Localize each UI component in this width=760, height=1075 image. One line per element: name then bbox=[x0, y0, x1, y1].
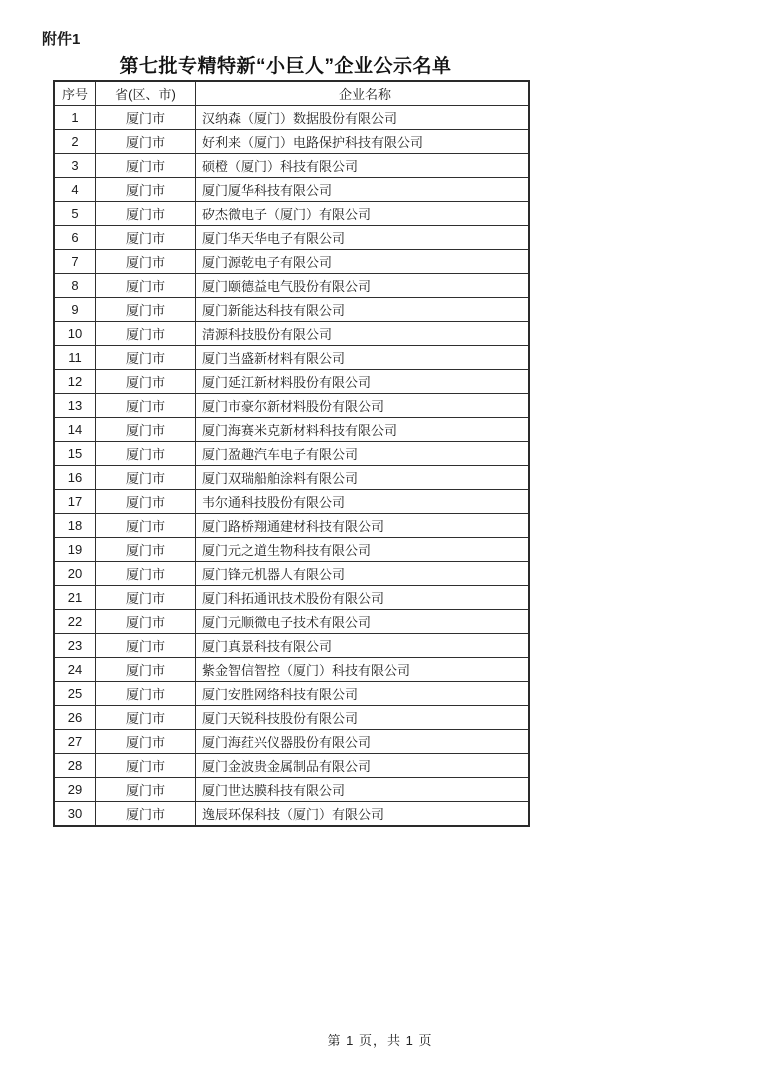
table-row bbox=[54, 202, 529, 226]
row-company: 厦门海荭兴仪器股份有限公司 bbox=[196, 730, 530, 754]
row-company: 厦门源乾电子有限公司 bbox=[196, 250, 530, 274]
row-province: 厦门市 bbox=[96, 682, 196, 706]
table-row bbox=[54, 706, 529, 730]
row-company: 矽杰微电子（厦门）有限公司 bbox=[196, 202, 530, 226]
table-header bbox=[54, 81, 529, 106]
table-row bbox=[54, 490, 529, 514]
row-index: 14 bbox=[54, 418, 96, 442]
table-row bbox=[54, 106, 529, 130]
table-row bbox=[54, 754, 529, 778]
row-company: 厦门元顺微电子技术有限公司 bbox=[196, 610, 530, 634]
document-title: 第七批专精特新“小巨人”企业公示名单 bbox=[119, 56, 452, 77]
table-row bbox=[54, 802, 529, 827]
table-row bbox=[54, 394, 529, 418]
row-company: 紫金智信智控（厦门）科技有限公司 bbox=[196, 658, 530, 682]
row-company: 厦门科拓通讯技术股份有限公司 bbox=[196, 586, 530, 610]
table-body bbox=[54, 106, 529, 827]
row-index: 18 bbox=[54, 514, 96, 538]
table-row bbox=[54, 586, 529, 610]
row-index: 5 bbox=[54, 202, 96, 226]
row-province: 厦门市 bbox=[96, 202, 196, 226]
row-company: 厦门新能达科技有限公司 bbox=[196, 298, 530, 322]
row-province: 厦门市 bbox=[96, 490, 196, 514]
table-row bbox=[54, 346, 529, 370]
header-province: 省(区、市) bbox=[96, 81, 196, 106]
row-province: 厦门市 bbox=[96, 754, 196, 778]
row-index: 19 bbox=[54, 538, 96, 562]
page-footer: 第 1 页，共 1 页 bbox=[327, 1033, 433, 1048]
table-row bbox=[54, 610, 529, 634]
row-company: 厦门锋元机器人有限公司 bbox=[196, 562, 530, 586]
table-row bbox=[54, 250, 529, 274]
row-province: 厦门市 bbox=[96, 658, 196, 682]
row-province: 厦门市 bbox=[96, 778, 196, 802]
row-province: 厦门市 bbox=[96, 106, 196, 130]
row-province: 厦门市 bbox=[96, 322, 196, 346]
table-row bbox=[54, 682, 529, 706]
row-index: 8 bbox=[54, 274, 96, 298]
table-row bbox=[54, 538, 529, 562]
row-company: 厦门海赛米克新材料科技有限公司 bbox=[196, 418, 530, 442]
table-row bbox=[54, 274, 529, 298]
row-province: 厦门市 bbox=[96, 730, 196, 754]
row-company: 厦门厦华科技有限公司 bbox=[196, 178, 530, 202]
row-company: 韦尔通科技股份有限公司 bbox=[196, 490, 530, 514]
row-province: 厦门市 bbox=[96, 154, 196, 178]
row-index: 1 bbox=[54, 106, 96, 130]
attachment-label: 附件1 bbox=[42, 31, 81, 48]
row-index: 16 bbox=[54, 466, 96, 490]
row-index: 2 bbox=[54, 130, 96, 154]
row-index: 7 bbox=[54, 250, 96, 274]
row-company: 厦门盈趣汽车电子有限公司 bbox=[196, 442, 530, 466]
table-row bbox=[54, 226, 529, 250]
row-province: 厦门市 bbox=[96, 130, 196, 154]
row-index: 22 bbox=[54, 610, 96, 634]
row-index: 27 bbox=[54, 730, 96, 754]
row-province: 厦门市 bbox=[96, 226, 196, 250]
row-index: 10 bbox=[54, 322, 96, 346]
row-company: 厦门世达膜科技有限公司 bbox=[196, 778, 530, 802]
row-province: 厦门市 bbox=[96, 394, 196, 418]
row-company: 硕橙（厦门）科技有限公司 bbox=[196, 154, 530, 178]
row-province: 厦门市 bbox=[96, 442, 196, 466]
row-province: 厦门市 bbox=[96, 514, 196, 538]
table-row bbox=[54, 370, 529, 394]
row-index: 9 bbox=[54, 298, 96, 322]
row-index: 24 bbox=[54, 658, 96, 682]
row-company: 厦门颐德益电气股份有限公司 bbox=[196, 274, 530, 298]
table-row bbox=[54, 514, 529, 538]
row-index: 26 bbox=[54, 706, 96, 730]
table-row bbox=[54, 322, 529, 346]
row-company: 厦门元之道生物科技有限公司 bbox=[196, 538, 530, 562]
table-header-row bbox=[54, 81, 529, 106]
row-index: 3 bbox=[54, 154, 96, 178]
table-row bbox=[54, 466, 529, 490]
row-index: 20 bbox=[54, 562, 96, 586]
row-province: 厦门市 bbox=[96, 346, 196, 370]
row-index: 12 bbox=[54, 370, 96, 394]
table-row bbox=[54, 730, 529, 754]
row-province: 厦门市 bbox=[96, 178, 196, 202]
row-company: 厦门市豪尔新材料股份有限公司 bbox=[196, 394, 530, 418]
table-row bbox=[54, 778, 529, 802]
row-province: 厦门市 bbox=[96, 586, 196, 610]
table-row bbox=[54, 658, 529, 682]
row-company: 厦门金波贵金属制品有限公司 bbox=[196, 754, 530, 778]
row-index: 25 bbox=[54, 682, 96, 706]
row-province: 厦门市 bbox=[96, 562, 196, 586]
table-row bbox=[54, 442, 529, 466]
row-index: 11 bbox=[54, 346, 96, 370]
row-company: 厦门天锐科技股份有限公司 bbox=[196, 706, 530, 730]
row-company: 厦门安胜网络科技有限公司 bbox=[196, 682, 530, 706]
row-index: 13 bbox=[54, 394, 96, 418]
table-row bbox=[54, 562, 529, 586]
row-index: 4 bbox=[54, 178, 96, 202]
table-row bbox=[54, 154, 529, 178]
row-province: 厦门市 bbox=[96, 802, 196, 827]
row-company: 厦门当盛新材料有限公司 bbox=[196, 346, 530, 370]
row-province: 厦门市 bbox=[96, 706, 196, 730]
row-province: 厦门市 bbox=[96, 274, 196, 298]
row-company: 厦门华天华电子有限公司 bbox=[196, 226, 530, 250]
table-row bbox=[54, 178, 529, 202]
row-company: 清源科技股份有限公司 bbox=[196, 322, 530, 346]
row-index: 21 bbox=[54, 586, 96, 610]
row-index: 23 bbox=[54, 634, 96, 658]
row-company: 厦门真景科技有限公司 bbox=[196, 634, 530, 658]
table-row bbox=[54, 130, 529, 154]
row-province: 厦门市 bbox=[96, 370, 196, 394]
row-index: 17 bbox=[54, 490, 96, 514]
companies-table bbox=[53, 80, 530, 827]
row-company: 厦门双瑞船舶涂料有限公司 bbox=[196, 466, 530, 490]
row-province: 厦门市 bbox=[96, 634, 196, 658]
header-index: 序号 bbox=[54, 81, 96, 106]
row-index: 30 bbox=[54, 802, 96, 827]
row-province: 厦门市 bbox=[96, 250, 196, 274]
row-index: 28 bbox=[54, 754, 96, 778]
row-company: 厦门延江新材料股份有限公司 bbox=[196, 370, 530, 394]
table-row bbox=[54, 418, 529, 442]
row-company: 汉纳森（厦门）数据股份有限公司 bbox=[196, 106, 530, 130]
row-index: 29 bbox=[54, 778, 96, 802]
row-company: 厦门路桥翔通建材科技有限公司 bbox=[196, 514, 530, 538]
header-company: 企业名称 bbox=[196, 81, 530, 106]
table-row bbox=[54, 634, 529, 658]
row-company: 好利来（厦门）电路保护科技有限公司 bbox=[196, 130, 530, 154]
row-province: 厦门市 bbox=[96, 418, 196, 442]
row-province: 厦门市 bbox=[96, 538, 196, 562]
row-index: 6 bbox=[54, 226, 96, 250]
table-row bbox=[54, 298, 529, 322]
row-company: 逸辰环保科技（厦门）有限公司 bbox=[196, 802, 530, 827]
row-province: 厦门市 bbox=[96, 466, 196, 490]
row-province: 厦门市 bbox=[96, 298, 196, 322]
row-index: 15 bbox=[54, 442, 96, 466]
row-province: 厦门市 bbox=[96, 610, 196, 634]
